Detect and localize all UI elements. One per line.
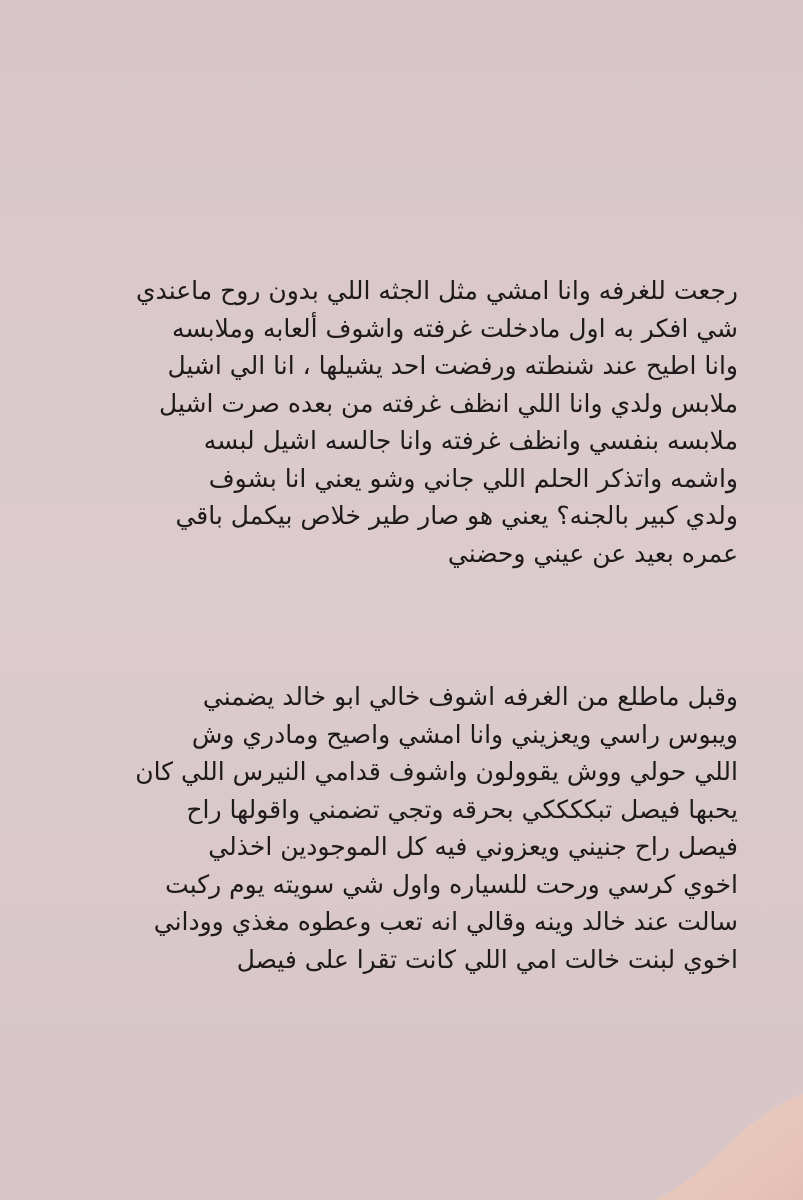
text-line: اللي حولي ووش يقوولون واشوف قدامي النيرس اللي كان [135, 757, 738, 786]
text-line: وانا اطيح عند شنطته ورفضت احد يشيلها ، انا الي اشيل [167, 351, 738, 380]
text-line: اخوي كرسي ورحت للسياره واول شي سويته يوم ركبت [165, 869, 738, 899]
text-line: عمره بعيد عن عيني وحضني [447, 538, 738, 568]
text-line: شي افكر به اول مادخلت غرفته واشوف ألعابه وملابسه [171, 313, 738, 343]
text-line: ملابس ولدي وانا اللي انظف غرفته من بعده صرت اشيل [159, 388, 738, 418]
text-line: ولدي كبير بالجنه؟ يعني هو صار طير خلاص بيكمل باقي [175, 501, 738, 530]
text-line: ويبوس راسي ويعزيني وانا امشي واصيح ومادري وش [191, 719, 738, 749]
story-paragraph-2 [70, 678, 738, 978]
text-line: واشمه واتذكر الحلم اللي جاني وشو يعني انا بشوف [208, 463, 738, 493]
arm-photo-decoration [513, 1050, 803, 1200]
text-line: سالت عند خالد وينه وقالي انه تعب وعطوه مغذي ووداني [153, 907, 738, 936]
text-line: يحبها فيصل تبككككي بحرقه وتجي تضمني واقولها راح [186, 794, 738, 824]
text-line: وقبل ماطلع من الغرفه اشوف خالي ابو خالد يضمني [202, 682, 738, 711]
text-line: فيصل راح جنيني ويعزوني فيه كل الموجودين اخذلي [208, 832, 738, 861]
text-line: اخوي لبنت خالت امي اللي كانت تقرا على فيصل [236, 944, 738, 974]
text-line: ملابسه بنفسي وانظف غرفته وانا جالسه اشيل لبسه [203, 426, 738, 455]
story-paragraph-1 [70, 272, 738, 572]
text-line: رجعت للغرفه وانا امشي مثل الجثه اللي بدون روح ماعندي [136, 276, 738, 305]
